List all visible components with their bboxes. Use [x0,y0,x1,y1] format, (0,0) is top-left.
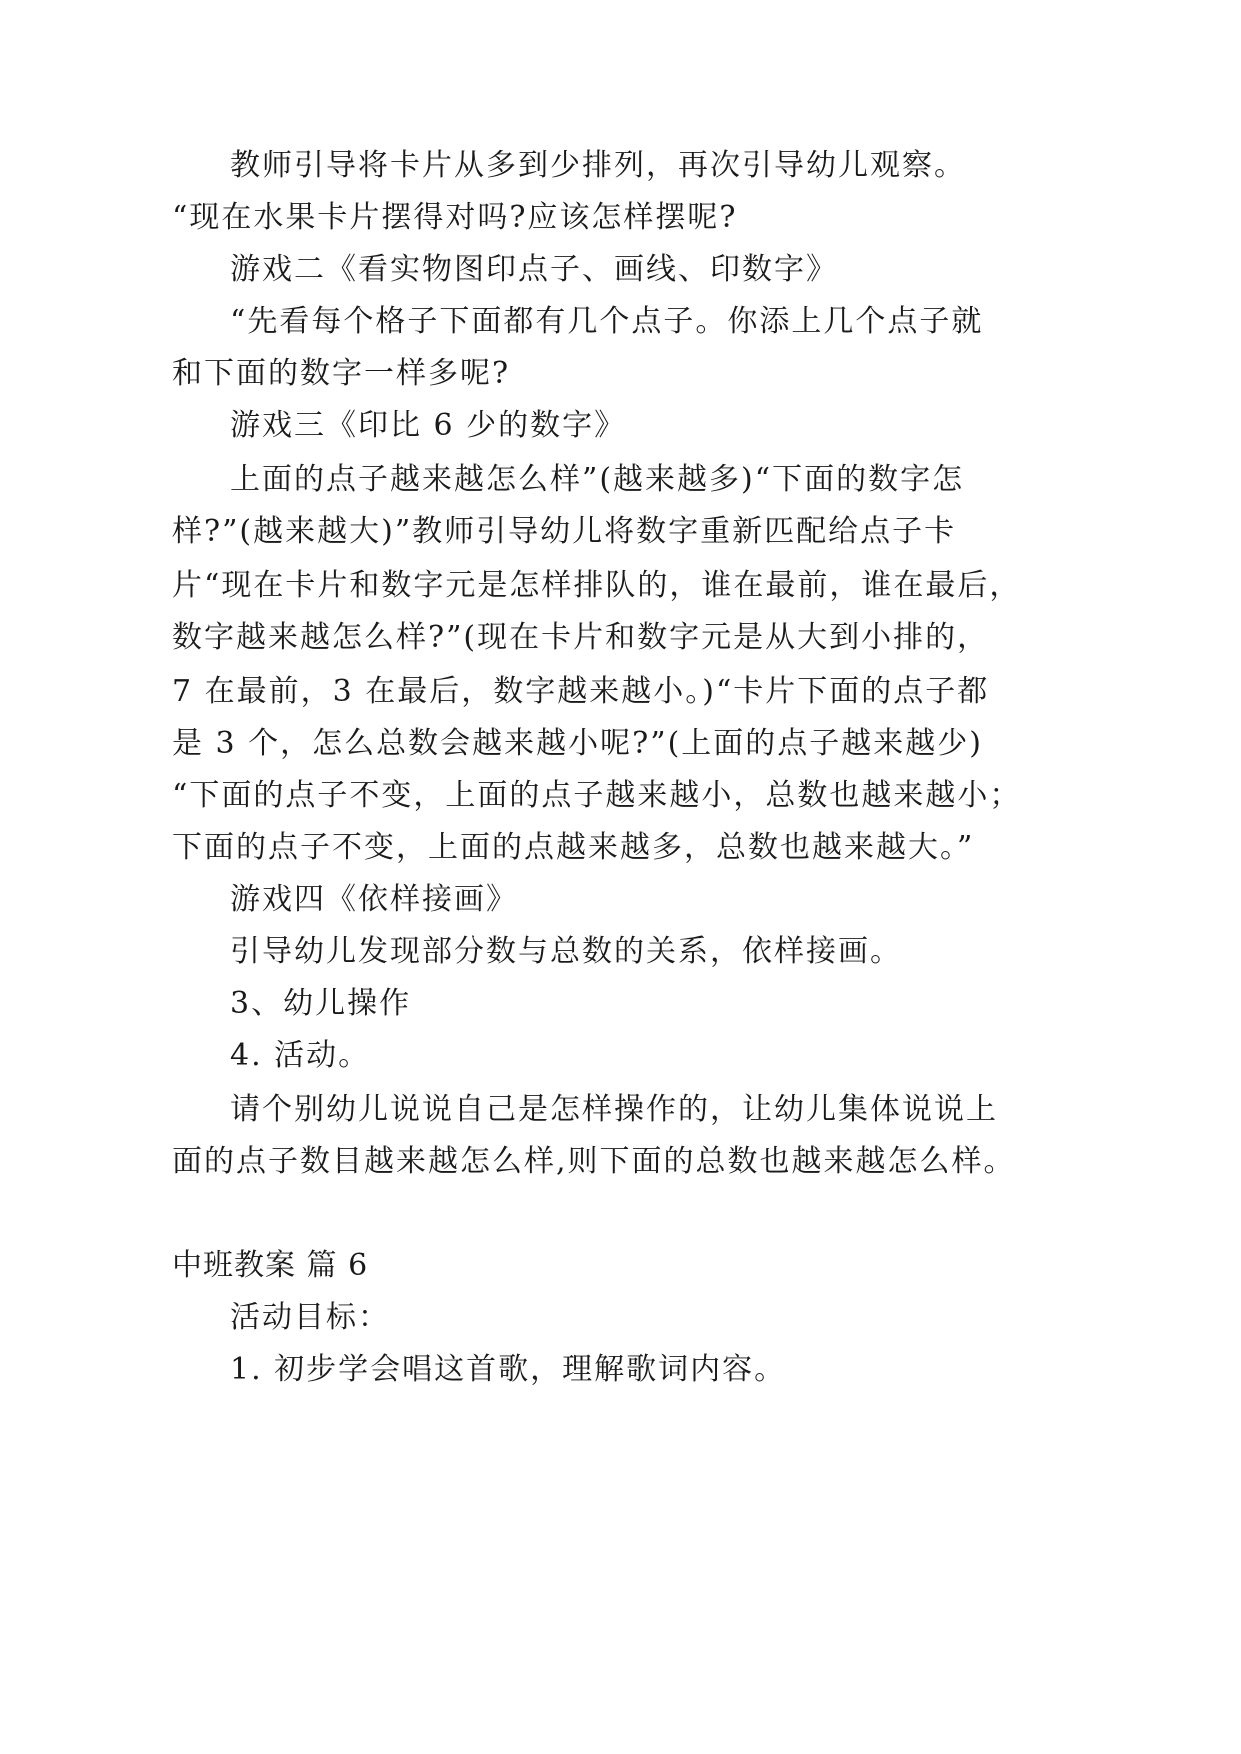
paragraph-line: 面的点子数目越来越怎么样,则下面的总数也越来越怎么样。 [172,1144,1016,1179]
paragraph-line: 请个别幼儿说说自己是怎样操作的，让幼儿集体说说上 [230,1092,998,1127]
paragraph-line: 数字越来越怎么样?”(现在卡片和数字元是从大到小排的， [172,620,990,655]
paragraph-line: 引导幼儿发现部分数与总数的关系，依样接画。 [230,934,902,969]
paragraph-line: 游戏四《依样接画》 [230,882,518,917]
paragraph-line: 7 在最前，3 在最后，数字越来越小。)“卡片下面的点子都 [172,674,990,709]
paragraph-line: 上面的点子越来越怎么样”(越来越多)“下面的数字怎 [230,462,965,497]
paragraph-line: 游戏二《看实物图印点子、画线、印数字》 [230,252,838,287]
paragraph-line: 和下面的数字一样多呢? [172,356,511,391]
paragraph-line: “下面的点子不变，上面的点子越来越小，总数也越来越小； [172,778,1022,813]
paragraph-line: 下面的点子不变，上面的点越来越多，总数也越来越大。” [172,830,975,865]
paragraph-line: 是 3 个，怎么总数会越来越小呢?”(上面的点子越来越少) [172,726,983,761]
paragraph-line: 4. 活动。 [230,1038,371,1073]
paragraph-line: “先看每个格子下面都有几个点子。你添上几个点子就 [230,304,984,339]
paragraph-line: “现在水果卡片摆得对吗?应该怎样摆呢? [172,200,738,235]
section-heading: 中班教案 篇 6 [172,1248,369,1283]
paragraph-line: 教师引导将卡片从多到少排列，再次引导幼儿观察。 [230,148,966,183]
paragraph-line: 样?”(越来越大)”教师引导幼儿将数字重新匹配给点子卡 [172,514,957,549]
paragraph-line: 游戏三《印比 6 少的数字》 [230,408,627,443]
paragraph-line: 1. 初步学会唱这首歌，理解歌词内容。 [230,1352,787,1387]
paragraph-line: 活动目标： [230,1300,390,1335]
paragraph-line: 3、幼儿操作 [230,986,412,1021]
paragraph-line: 片“现在卡片和数字元是怎样排队的，谁在最前，谁在最后， [172,568,1022,603]
